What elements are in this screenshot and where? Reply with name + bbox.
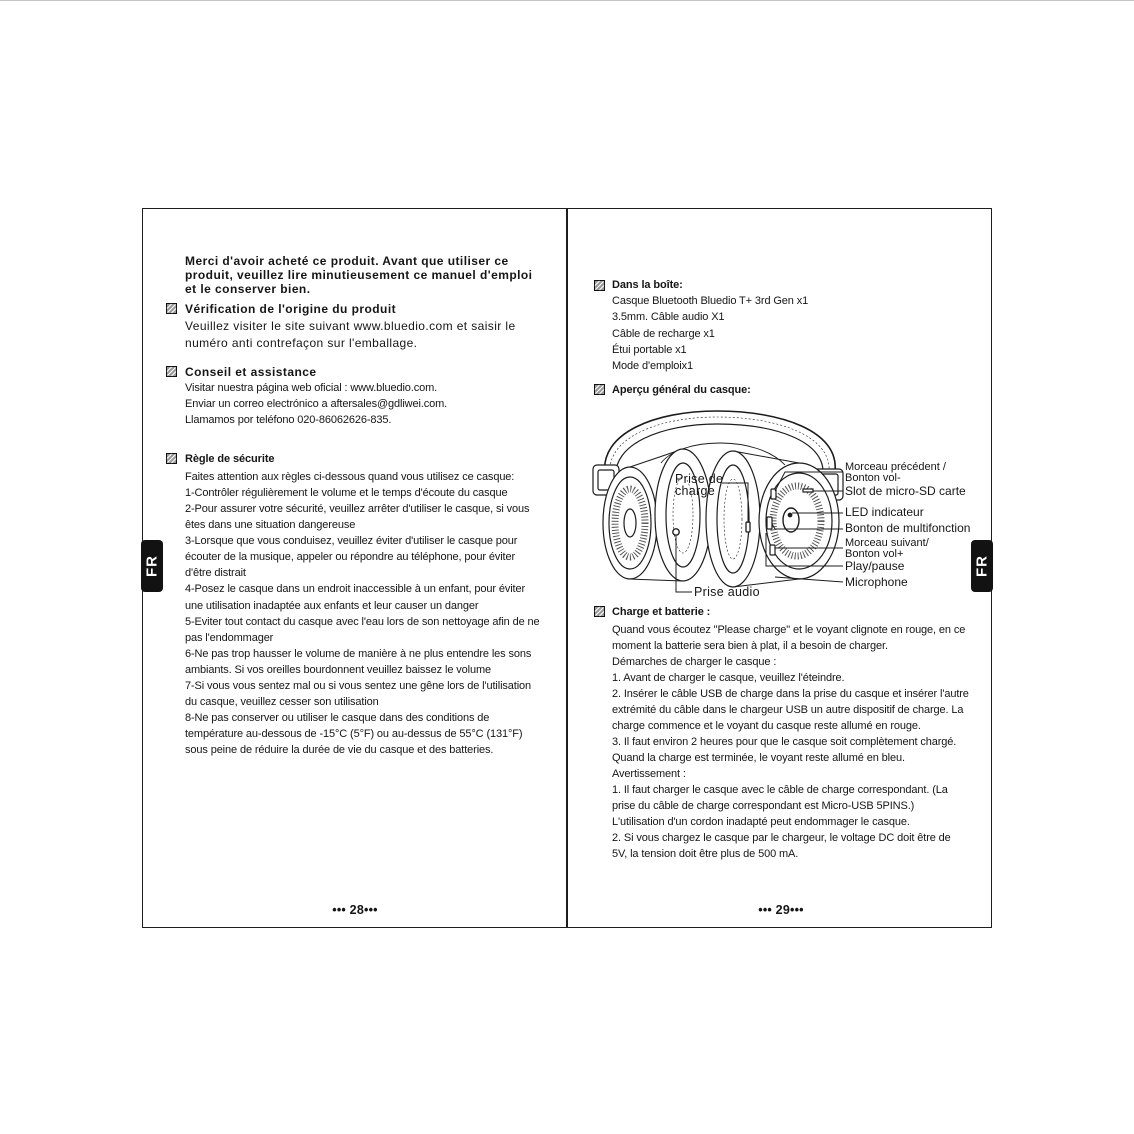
- safety-line: sous peine de réduire la durée de vie du casque et des batteries.: [185, 744, 494, 757]
- language-tab-left: [141, 540, 163, 592]
- microsd-slot: [803, 489, 813, 492]
- safety-line: 1-Contrôler régulièrement le volume et le temps d'écoute du casque: [185, 487, 508, 500]
- section-bullet-icon: [166, 366, 177, 377]
- label-line: Prise de: [675, 472, 724, 486]
- charge-line: Quand vous écoutez "Please charge" et le voyant clignote en rouge, en ce: [612, 624, 966, 636]
- safety-line: Faites attention aux règles ci-dessous quand vous utilisez ce casque:: [185, 471, 515, 483]
- safety-line: êtes dans une situation dangereuse: [185, 519, 356, 532]
- safety-line: 6-Ne pas trop hausser le volume de manière à ne plus entendre les sons: [185, 647, 532, 660]
- safety-line: écouter de la musique, appeler ou répondre au téléphone, pour éviter: [185, 551, 516, 564]
- box-item: 3.5mm. Câble audio X1: [612, 311, 725, 324]
- assistance-line: Visitar nuestra página web oficial : www.bluedio.com.: [185, 382, 438, 394]
- assistance-title: Conseil et assistance: [185, 365, 317, 379]
- left-cup-center: [624, 509, 636, 537]
- safety-line: pas l'endommager: [185, 631, 274, 644]
- language-tab-right: [971, 540, 993, 592]
- charge-line: Démarches de charger le casque :: [612, 656, 777, 668]
- language-tab-label: FR: [143, 555, 161, 577]
- label-line: Morceau suivant/: [845, 536, 929, 549]
- label-next-vol-up: [845, 538, 929, 560]
- charge-line: prise du câble de charge correspondant est Micro-USB 5PINS.): [612, 800, 915, 812]
- safety-line: température au-dessous de -15°C (5°F) ou au-dessus de 55°C (131°F): [185, 728, 523, 740]
- left-cushion: [655, 449, 711, 581]
- charge-line: 2. Insérer le câble USB de charge dans la prise du casque et insérer l'autre: [612, 688, 969, 700]
- section-bullet-icon: [594, 606, 605, 617]
- section-bullet-icon: [594, 384, 605, 395]
- next-button: [770, 545, 775, 555]
- box-item: Câble de recharge x1: [612, 327, 715, 340]
- label-line: Bonton vol+: [845, 547, 904, 560]
- charge-text: [612, 622, 969, 862]
- page-divider: [566, 208, 568, 928]
- multifunction-button: [767, 517, 772, 529]
- section-bullet-icon: [594, 280, 605, 291]
- safety-line: du casque, veuillez cesser son utilisation: [185, 695, 379, 708]
- page-number-left: ••• 28•••: [332, 903, 378, 917]
- assistance-text: [185, 380, 447, 428]
- safety-rules: [185, 469, 540, 758]
- label-line: charge: [675, 484, 716, 498]
- safety-title: Règle de sécurite: [185, 453, 275, 465]
- box-contents: [612, 293, 808, 374]
- charge-line: Quand la charge est terminée, le voyant reste allumé en bleu.: [612, 752, 905, 764]
- charge-line: extrémité du câble dans le chargeur USB un autre dispositif de charge. La: [612, 704, 964, 716]
- assistance-line: Llamamos por teléfono 020-86062626-835.: [185, 414, 392, 426]
- verification-line: numéro anti contrefaçon sur l'emballage.: [185, 335, 418, 350]
- label-microsd-slot: Slot de micro-SD carte: [845, 484, 966, 498]
- charge-line: 1. Avant de charger le casque, veuillez l'éteindre.: [612, 672, 845, 684]
- label-audio-port: Prise audio: [694, 585, 760, 599]
- section-bullet-icon: [166, 453, 177, 464]
- safety-line: 2-Pour assurer votre sécurité, veuillez arrêter d'utiliser le casque, si vous: [185, 503, 530, 516]
- label-led: LED indicateur: [845, 505, 924, 519]
- safety-line: d'être distrait: [185, 567, 246, 580]
- audio-port: [673, 529, 679, 535]
- safety-line: une utilisation inadaptée aux enfants et leur causer un danger: [185, 599, 479, 612]
- language-tab-label: FR: [973, 555, 991, 577]
- label-play-pause: Play/pause: [845, 559, 905, 573]
- intro-line: Merci d'avoir acheté ce produit. Avant que utiliser ce: [185, 254, 509, 268]
- charge-title: Charge et batterie :: [612, 606, 711, 618]
- scan-top-edge: [0, 0, 1134, 1]
- verification-title: Vérification de l'origine du produit: [185, 302, 397, 316]
- safety-line: ambiants. Si vos oreilles bourdonnent veuillez baissez le volume: [185, 663, 491, 676]
- intro-paragraph: [185, 254, 532, 296]
- section-bullet-icon: [166, 303, 177, 314]
- verification-text: [185, 318, 516, 352]
- charging-port: [746, 522, 750, 532]
- charge-line: 2. Si vous chargez le casque par le chargeur, le voltage DC doit être de: [612, 832, 951, 844]
- headphone-diagram: [585, 405, 847, 605]
- box-item: Casque Bluetooth Bluedio T+ 3rd Gen x1: [612, 295, 809, 307]
- overview-title: Aperçu général du casque:: [612, 384, 751, 396]
- box-item: Étui portable x1: [612, 343, 687, 356]
- safety-line: 8-Ne pas conserver ou utiliser le casque dans des conditions de: [185, 711, 490, 724]
- charge-line: Avertissement :: [612, 768, 686, 780]
- label-prev-vol-down: [845, 462, 946, 484]
- label-microphone: Microphone: [845, 575, 908, 589]
- intro-line: et le conserver bien.: [185, 282, 311, 296]
- led-indicator: [788, 513, 792, 517]
- safety-line: 3-Lorsque que vous conduisez, veuillez éviter d'utiliser le casque pour: [185, 535, 518, 548]
- box-title: Dans la boîte:: [612, 279, 683, 291]
- assistance-line: Enviar un correo electrónico a aftersales@gdliwei.com.: [185, 398, 448, 410]
- charge-line: 5V, la tension doit être plus de 500 mA.: [612, 848, 799, 860]
- charge-line: 1. Il faut charger le casque avec le câble de charge correspondant. (La: [612, 784, 948, 796]
- charge-line: moment la batterie sera bien à plat, il a besoin de charger.: [612, 640, 888, 652]
- charge-line: charge commence et le voyant du casque reste allumé en rouge.: [612, 720, 921, 732]
- safety-line: 5-Eviter tout contact du casque avec l'eau lors de son nettoyage afin de ne: [185, 615, 540, 628]
- box-item: Mode d'emploix1: [612, 360, 694, 372]
- safety-line: 7-Si vous vous sentez mal ou si vous sentez une gêne lors de l'utilisation: [185, 679, 532, 692]
- intro-line: produit, veuillez lire minutieusement ce manuel d'emploi: [185, 268, 533, 282]
- page-number-right: ••• 29•••: [758, 903, 804, 917]
- charge-line: L'utilisation d'un cordon inadapté peut endommager le casque.: [612, 816, 910, 828]
- safety-line: 4-Posez le casque dans un endroit inaccessible à un enfant, pour éviter: [185, 583, 526, 596]
- label-charging-port: [675, 473, 723, 497]
- right-cup-boss: [783, 508, 799, 532]
- label-multifunction: Bonton de multifonction: [845, 521, 971, 535]
- verification-line: Veuillez visiter le site suivant www.bluedio.com et saisir le: [185, 318, 516, 333]
- label-line: Morceau précédent /: [845, 460, 946, 473]
- charge-line: 3. Il faut environ 2 heures pour que le casque soit complètement chargé.: [612, 736, 957, 748]
- label-line: Bonton vol-: [845, 471, 901, 484]
